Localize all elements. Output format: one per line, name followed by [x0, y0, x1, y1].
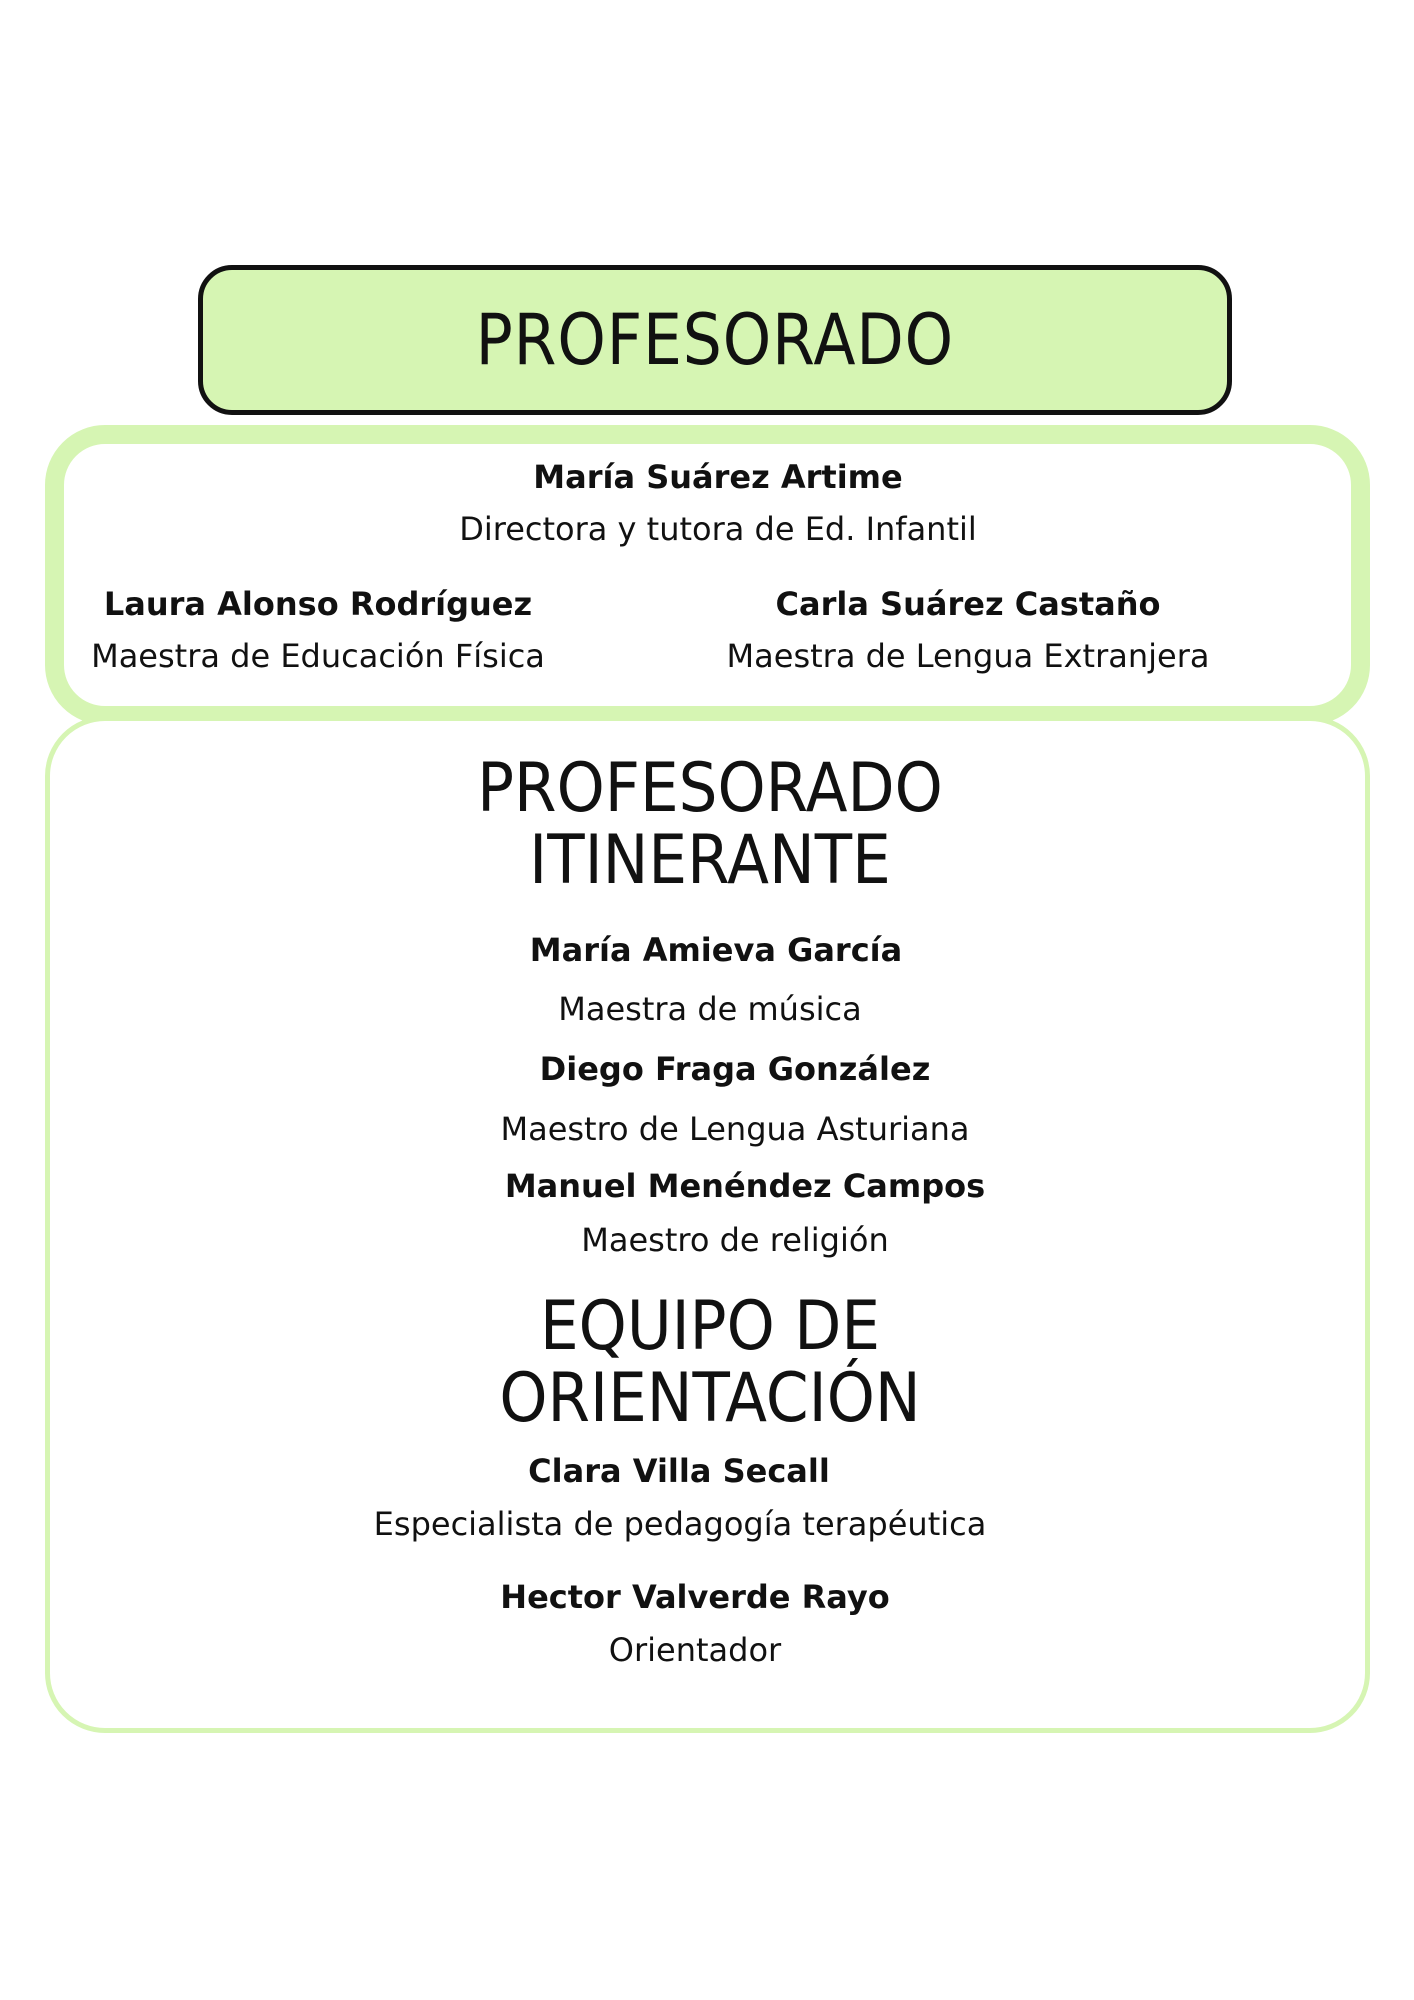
staff-left-name: Laura Alonso Rodríguez	[103, 585, 533, 623]
orientation-heading-line1: EQUIPO DE	[539, 1287, 881, 1366]
director-name: María Suárez Artime	[533, 458, 903, 496]
orientation-member-name: Clara Villa Secall	[528, 1452, 830, 1490]
staff-right-role: Maestra de Lengua Extranjera	[726, 637, 1210, 675]
title-banner	[198, 265, 1232, 415]
orientation-member-role: Orientador	[608, 1631, 782, 1669]
director-role: Directora y tutora de Ed. Infantil	[459, 510, 977, 548]
itinerant-member-role: Maestro de religión	[581, 1221, 889, 1259]
itinerant-heading-line1: PROFESORADO	[477, 749, 943, 828]
itinerant-member-role: Maestro de Lengua Asturiana	[500, 1110, 970, 1148]
itinerant-member-name: Diego Fraga González	[539, 1050, 931, 1088]
orientation-member-role: Especialista de pedagogía terapéutica	[373, 1505, 987, 1543]
page-title: PROFESORADO	[475, 299, 955, 381]
itinerant-heading-line2: ITINERANTE	[529, 821, 891, 900]
orientation-member-name: Hector Valverde Rayo	[500, 1578, 890, 1616]
itinerant-member-role: Maestra de música	[558, 990, 862, 1028]
staff-right-name: Carla Suárez Castaño	[775, 585, 1161, 623]
itinerant-member-name: María Amieva García	[529, 931, 903, 969]
staff-left-role: Maestra de Educación Física	[91, 637, 545, 675]
orientation-heading-line2: ORIENTACIÓN	[499, 1359, 921, 1438]
itinerant-member-name: Manuel Menéndez Campos	[504, 1167, 986, 1205]
